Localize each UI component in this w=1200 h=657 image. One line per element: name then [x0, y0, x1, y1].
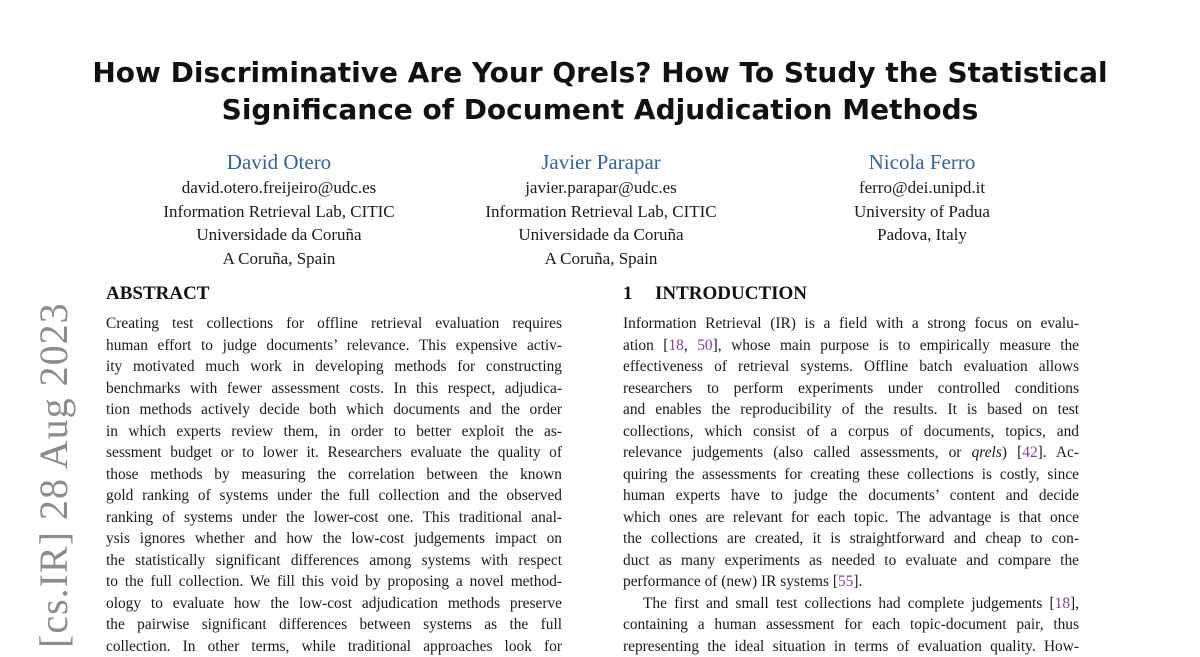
author-affiliation: Information Retrieval Lab, CITIC [436, 200, 766, 224]
line-text: Information Retrieval (IR) is a field with a strong focus on evalu- [623, 315, 1079, 332]
title-line-1: How Discriminative Are Your Qrels? How To Study the Statistical [0, 54, 1200, 91]
author-name[interactable]: Nicola Ferro [757, 148, 1087, 176]
line-text: , [684, 337, 697, 354]
abstract-body [106, 313, 562, 657]
abstract-line: in which experts review them, in order to better exploit the as- [106, 421, 562, 443]
intro-line [623, 528, 1079, 550]
line-text: ation [ [623, 337, 668, 354]
line-text: and enables the reproducibility of the results. It is based on test [623, 401, 1079, 418]
author-email: ferro@dei.unipd.it [757, 176, 1087, 200]
line-text: duct as many experiments as needed to evaluate and compare the [623, 552, 1079, 569]
author-institution: Universidade da Coruña [436, 223, 766, 247]
line-text: ], [1070, 595, 1079, 612]
abstract-line: benchmarks with fewer assessment costs. In this respect, adjudica- [106, 378, 562, 400]
author-affiliation: Information Retrieval Lab, CITIC [114, 200, 444, 224]
line-text: quiring the assessments for creating these collections is costly, since [623, 466, 1079, 483]
author-email: javier.parapar@udc.es [436, 176, 766, 200]
line-text: which ones are relevant for each topic. The advantage is that once [623, 509, 1079, 526]
abstract-line: ology to evaluate how the low-cost adjudication methods preserve [106, 593, 562, 615]
line-text: ]. Ac- [1038, 444, 1079, 461]
introduction-body [623, 313, 1079, 657]
author-institution: Universidade da Coruña [114, 223, 444, 247]
intro-line [623, 335, 1079, 357]
abstract-line: to the full collection. We fill this void by proposing a novel method- [106, 571, 562, 593]
citation-link[interactable]: 18 [1055, 595, 1070, 612]
intro-line [623, 485, 1079, 507]
abstract-line: human effort to judge documents’ relevance. This expensive activ- [106, 335, 562, 357]
line-text: ]. [853, 573, 862, 590]
intro-line [623, 313, 1079, 335]
line-text: collections, which consist of a corpus of documents, topics, and [623, 423, 1079, 440]
line-text: effectiveness of retrieval systems. Offline batch evaluation allows [623, 358, 1079, 375]
abstract-line: ysis ignores whether and how the low-cost judgements impact on [106, 528, 562, 550]
abstract-line: ity motivated much work in developing methods for constructing [106, 356, 562, 378]
paper-title [0, 54, 1200, 128]
line-text-italic: qrels [972, 444, 1002, 461]
line-text: the collections are created, it is straightforward and cheap to con- [623, 530, 1079, 547]
abstract-heading: ABSTRACT [106, 283, 209, 305]
intro-line [623, 614, 1079, 636]
line-text: ) [ [1002, 444, 1022, 461]
title-line-2: Significance of Document Adjudication Methods [0, 91, 1200, 128]
citation-link[interactable]: 50 [697, 337, 712, 354]
intro-line [623, 571, 1079, 593]
abstract-line: tion methods actively decide both which documents and the order [106, 399, 562, 421]
line-text: performance of (new) IR systems [ [623, 573, 838, 590]
intro-line [623, 378, 1079, 400]
abstract-line: the statistically significant differences among systems with respect [106, 550, 562, 572]
citation-link[interactable]: 18 [668, 337, 683, 354]
intro-line [623, 464, 1079, 486]
abstract-line: sessment budget or to lower it. Researchers evaluate the quality of [106, 442, 562, 464]
line-text: containing a human assessment for each topic-document pair, thus [623, 616, 1079, 633]
author-affiliation: University of Padua [757, 200, 1087, 224]
line-text: relevance judgements (also called assessments, or [623, 444, 972, 461]
citation-link[interactable]: 55 [838, 573, 853, 590]
intro-line [623, 507, 1079, 529]
arxiv-stamp: [cs.IR] 28 Aug 2023 [30, 302, 77, 648]
abstract-line: ranking of systems under the lower-cost one. This traditional anal- [106, 507, 562, 529]
line-text: researchers to perform experiments under controlled conditions [623, 380, 1079, 397]
abstract-line: Creating test collections for offline retrieval evaluation requires [106, 313, 562, 335]
abstract-line: collection. In other terms, while traditional approaches look for [106, 636, 562, 657]
author-location: A Coruña, Spain [114, 247, 444, 271]
intro-line [623, 442, 1079, 464]
author-name[interactable]: David Otero [114, 148, 444, 176]
author-name[interactable]: Javier Parapar [436, 148, 766, 176]
intro-line [623, 636, 1079, 657]
author-email: david.otero.freijeiro@udc.es [114, 176, 444, 200]
intro-line [623, 550, 1079, 572]
line-text: representing the ideal situation in terms of evaluation quality. How- [623, 638, 1079, 655]
line-text: ], whose main purpose is to empirically measure the [713, 337, 1079, 354]
intro-line [623, 421, 1079, 443]
author-location: A Coruña, Spain [436, 247, 766, 271]
author-1 [114, 148, 444, 270]
citation-link[interactable]: 42 [1022, 444, 1037, 461]
abstract-line: the pairwise significant differences between systems as the full [106, 614, 562, 636]
introduction-heading [623, 283, 807, 305]
intro-line [623, 399, 1079, 421]
author-2 [436, 148, 766, 270]
intro-line [623, 593, 1079, 615]
author-institution: Padova, Italy [757, 223, 1087, 247]
line-text: The first and small test collections had complete judgements [ [643, 595, 1055, 612]
section-number: 1 [623, 283, 655, 305]
section-title: INTRODUCTION [655, 283, 807, 304]
abstract-line: those methods by measuring the correlation between the known [106, 464, 562, 486]
author-3 [757, 148, 1087, 247]
intro-line [623, 356, 1079, 378]
line-text: human experts have to judge the documents’ content and decide [623, 487, 1079, 504]
abstract-line: gold ranking of systems under the full collection and the observed [106, 485, 562, 507]
